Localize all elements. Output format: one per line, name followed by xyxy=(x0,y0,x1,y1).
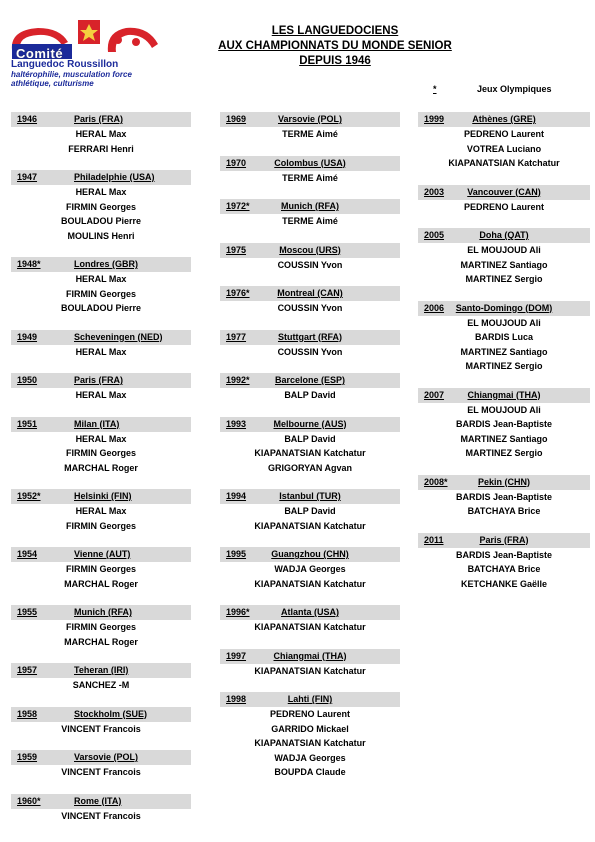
championship-entry xyxy=(11,112,191,156)
entry-header-bar xyxy=(220,286,400,301)
athlete-name: BARDIS Luca xyxy=(474,332,533,342)
entry-header-bar xyxy=(220,112,400,127)
legend-label: Jeux Olympiques xyxy=(477,84,552,94)
athlete-name: BALP David xyxy=(284,390,336,400)
athlete-name: FIRMIN Georges xyxy=(65,622,136,632)
entry-place: Paris (FRA) xyxy=(74,114,124,124)
entry-year: 1998 xyxy=(226,694,247,704)
entry-place: Santo-Domingo (DOM) xyxy=(455,302,553,313)
athlete-name: WADJA Georges xyxy=(274,564,346,574)
athlete-name: MARTINEZ Sergio xyxy=(465,274,543,284)
championship-entry xyxy=(11,794,191,824)
entry-header-bar xyxy=(11,663,191,678)
entry-place: Varsovie (POL) xyxy=(277,114,343,124)
entry-header-bar xyxy=(11,794,191,809)
championship-entry xyxy=(11,330,191,360)
athlete-name: BOUPDA Claude xyxy=(274,767,346,777)
athlete-name: HERAL Max xyxy=(75,433,127,444)
entry-year: 1994 xyxy=(226,491,247,501)
entry-year: 1954 xyxy=(17,549,38,559)
entry-year: 1952* xyxy=(17,491,41,501)
athlete-name: HERAL Max xyxy=(75,129,127,139)
entry-place: Rome (ITA) xyxy=(74,795,122,806)
entry-header-bar xyxy=(11,605,191,620)
athlete-name: BALP David xyxy=(284,506,336,516)
athlete-name: SANCHEZ -M xyxy=(72,680,130,690)
entry-header-bar xyxy=(220,243,400,258)
entry-place: Doha (QAT) xyxy=(479,230,529,240)
entry-year: 1958 xyxy=(17,708,38,719)
entry-year: 2005 xyxy=(424,230,445,240)
entry-year: 1975 xyxy=(226,244,247,255)
title-line-1: LES LANGUEDOCIENS xyxy=(271,25,399,37)
entry-year: 1996* xyxy=(226,607,250,617)
page-title xyxy=(190,24,480,69)
title-line-3: DEPUIS 1946 xyxy=(299,55,371,67)
athlete-name: PEDRENO Laurent xyxy=(463,201,544,212)
athlete-name: GARRIDO Mickael xyxy=(271,723,349,734)
entry-place: Teheran (IRI) xyxy=(74,665,129,675)
athlete-name: VINCENT Francois xyxy=(61,810,141,821)
entry-place: Melbourne (AUS) xyxy=(273,418,347,429)
athlete-name: KETCHANKE Gaëlle xyxy=(460,578,548,589)
championship-entry xyxy=(11,170,191,243)
athlete-name: MARTINEZ Sergio xyxy=(465,361,543,371)
entry-place: Londres (GBR) xyxy=(74,259,138,269)
entry-year: 1951 xyxy=(17,418,38,429)
entry-place: Paris (FRA) xyxy=(74,375,124,385)
athlete-name: FIRMIN Georges xyxy=(65,564,136,574)
championship-entry xyxy=(418,112,590,171)
entry-header-bar xyxy=(418,112,590,127)
championship-entry xyxy=(418,185,590,215)
entry-place: Paris (FRA) xyxy=(479,534,529,545)
entry-year: 1995 xyxy=(226,549,247,559)
entry-header-bar xyxy=(11,257,191,272)
athlete-name: TERME Aimé xyxy=(282,172,338,183)
championship-entry xyxy=(11,750,191,780)
championship-entry xyxy=(220,417,400,476)
entry-place: Atlanta (USA) xyxy=(281,607,339,617)
entry-header-bar xyxy=(11,373,191,388)
logo-tagline: haltérophilie, musculation force athlétique, culturisme xyxy=(11,70,132,88)
championship-entry xyxy=(11,663,191,693)
athlete-name: BOULADOU Pierre xyxy=(60,303,141,313)
championship-entry xyxy=(220,243,400,273)
entry-year: 1969 xyxy=(226,114,247,124)
athlete-name: MARCHAL Roger xyxy=(64,636,138,647)
legend-star: * xyxy=(433,84,437,94)
title-line-2: AUX CHAMPIONNATS DU MONDE SENIOR xyxy=(218,40,452,52)
championship-entry xyxy=(11,707,191,737)
athlete-name: COUSSIN Yvon xyxy=(277,259,343,270)
athlete-name: EL MOUJOUD Ali xyxy=(467,404,541,415)
entry-year: 1999 xyxy=(424,114,445,124)
entry-header-bar xyxy=(220,156,400,171)
entry-place: Lahti (FIN) xyxy=(287,694,333,704)
entry-header-bar xyxy=(418,388,590,403)
athlete-name: MARCHAL Roger xyxy=(64,462,138,473)
athlete-name: EL MOUJOUD Ali xyxy=(467,245,541,255)
entry-year: 1947 xyxy=(17,172,38,182)
athlete-name: HERAL Max xyxy=(75,390,127,400)
entry-place: Athènes (GRE) xyxy=(472,114,536,124)
entry-place: Varsovie (POL) xyxy=(74,752,139,762)
entry-header-bar xyxy=(220,605,400,620)
athlete-name: MARCHAL Roger xyxy=(64,578,138,589)
athlete-name: HERAL Max xyxy=(75,187,127,197)
entry-header-bar xyxy=(11,417,191,432)
championship-entry xyxy=(11,373,191,403)
entry-year: 1946 xyxy=(17,114,38,124)
entry-place: Vienne (AUT) xyxy=(74,549,131,559)
entry-header-bar xyxy=(220,692,400,707)
championship-entry xyxy=(11,257,191,316)
entry-year: 2011 xyxy=(424,534,444,545)
athlete-name: HERAL Max xyxy=(75,506,127,516)
championship-entry xyxy=(220,330,400,360)
championship-entry xyxy=(418,228,590,287)
entry-header-bar xyxy=(418,533,590,548)
athlete-name: MARTINEZ Sergio xyxy=(465,448,543,458)
entry-header-bar xyxy=(418,301,590,316)
entry-header-bar xyxy=(11,707,191,722)
championship-entry xyxy=(220,489,400,533)
entry-place: Pekin (CHN) xyxy=(477,476,530,487)
championship-entry xyxy=(418,533,590,592)
athlete-name: PEDRENO Laurent xyxy=(269,709,350,719)
championship-entry xyxy=(220,692,400,780)
athlete-name: BARDIS Jean-Baptiste xyxy=(455,491,553,502)
entry-place: Istanbul (TUR) xyxy=(279,491,341,501)
entry-year: 1955 xyxy=(17,607,38,617)
entry-header-bar xyxy=(11,170,191,185)
entry-year: 1960* xyxy=(17,795,41,806)
entry-place: Philadelphie (USA) xyxy=(74,172,155,182)
entry-year: 2003 xyxy=(424,186,445,197)
athlete-name: VOTREA Luciano xyxy=(466,143,542,154)
athlete-name: FIRMIN Georges xyxy=(65,520,136,531)
championship-entry xyxy=(220,286,400,316)
athlete-name: FIRMIN Georges xyxy=(65,288,136,299)
entry-header-bar xyxy=(418,228,590,243)
entry-place: Chiangmai (THA) xyxy=(467,389,541,400)
athlete-name: HERAL Max xyxy=(75,346,127,357)
athlete-name: HERAL Max xyxy=(75,274,127,284)
athlete-name: BATCHAYA Brice xyxy=(467,506,541,516)
comite-logo xyxy=(8,18,168,90)
athlete-name: MARTINEZ Santiago xyxy=(460,346,548,357)
entry-place: Milan (ITA) xyxy=(74,418,120,429)
athlete-name: EL MOUJOUD Ali xyxy=(467,317,541,328)
entry-header-bar xyxy=(220,373,400,388)
entry-header-bar xyxy=(220,649,400,664)
athlete-name: VINCENT Francois xyxy=(61,767,141,777)
entry-year: 1970 xyxy=(226,157,247,168)
championship-entry xyxy=(418,388,590,461)
athlete-name: FIRMIN Georges xyxy=(65,201,136,212)
entry-year: 1972* xyxy=(226,201,250,211)
entry-header-bar xyxy=(11,330,191,345)
athlete-name: KIAPANATSIAN Katchatur xyxy=(254,520,366,531)
entry-place: Helsinki (FIN) xyxy=(74,491,132,501)
athlete-name: KIAPANATSIAN Katchatur xyxy=(254,448,366,458)
entry-header-bar xyxy=(11,112,191,127)
entry-place: Scheveningen (NED) xyxy=(74,331,163,342)
entry-header-bar xyxy=(220,330,400,345)
athlete-name: KIAPANATSIAN Katchatur xyxy=(254,578,366,589)
entry-year: 1992* xyxy=(226,375,250,385)
entry-year: 1950 xyxy=(17,375,38,385)
championship-entry xyxy=(11,489,191,533)
entry-place: Chiangmai (THA) xyxy=(273,650,347,661)
entry-header-bar xyxy=(220,547,400,562)
entry-header-bar xyxy=(11,489,191,504)
entry-header-bar xyxy=(418,185,590,200)
championship-entry xyxy=(11,547,191,591)
entry-place: Stockholm (SUE) xyxy=(74,708,148,719)
championship-entry xyxy=(11,605,191,649)
athlete-name: BARDIS Jean-Baptiste xyxy=(455,419,553,429)
logo-title: Comité xyxy=(16,46,64,61)
athlete-name: MARTINEZ Santiago xyxy=(460,259,548,270)
championship-entry xyxy=(220,156,400,186)
championship-entry xyxy=(220,373,400,403)
entry-place: Munich (RFA) xyxy=(281,201,339,211)
entry-year: 1949 xyxy=(17,331,38,342)
entry-year: 1957 xyxy=(17,665,38,675)
entry-year: 1976* xyxy=(226,288,250,298)
entry-year: 1948* xyxy=(17,259,41,269)
entry-place: Moscou (URS) xyxy=(279,244,341,255)
athlete-name: BOULADOU Pierre xyxy=(60,216,141,226)
championship-entry xyxy=(220,112,400,142)
championship-entry xyxy=(418,301,590,374)
entry-year: 1959 xyxy=(17,752,38,762)
entry-year: 1993 xyxy=(226,418,247,429)
athlete-name: KIAPANATSIAN Katchatur xyxy=(254,665,366,676)
athlete-name: COUSSIN Yvon xyxy=(277,303,343,313)
entry-place: Guangzhou (CHN) xyxy=(271,549,349,559)
entry-place: Munich (RFA) xyxy=(74,607,132,617)
entry-place: Montreal (CAN) xyxy=(277,288,343,298)
entry-header-bar xyxy=(418,475,590,490)
entry-header-bar xyxy=(220,489,400,504)
athlete-name: KIAPANATSIAN Katchatur xyxy=(448,158,560,168)
championship-entry xyxy=(11,417,191,476)
athlete-name: BALP David xyxy=(284,433,336,444)
athlete-name: BATCHAYA Brice xyxy=(467,564,541,574)
entry-place: Barcelone (ESP) xyxy=(274,375,346,385)
entry-header-bar xyxy=(11,750,191,765)
entry-year: 1997 xyxy=(226,650,247,661)
entry-header-bar xyxy=(220,199,400,214)
athlete-name: GRIGORYAN Agvan xyxy=(267,462,352,473)
athlete-name: FERRARI Henri xyxy=(68,143,134,154)
entry-year: 1977 xyxy=(226,331,247,342)
athlete-name: TERME Aimé xyxy=(282,129,338,139)
athlete-name: FIRMIN Georges xyxy=(65,448,136,458)
entry-place: Stuttgart (RFA) xyxy=(278,331,342,342)
olympics-legend xyxy=(433,84,552,94)
athlete-name: KIAPANATSIAN Katchatur xyxy=(254,738,366,748)
athlete-name: VINCENT Francois xyxy=(61,723,141,734)
logo-region: Languedoc Roussillon xyxy=(11,59,119,70)
athlete-name: COUSSIN Yvon xyxy=(277,346,343,357)
championship-entry xyxy=(220,547,400,591)
athlete-name: KIAPANATSIAN Katchatur xyxy=(254,622,366,632)
entry-place: Vancouver (CAN) xyxy=(467,186,541,197)
championship-entry xyxy=(220,649,400,679)
entry-place: Colombus (USA) xyxy=(274,157,346,168)
athlete-name: TERME Aimé xyxy=(282,216,338,226)
entry-year: 2007 xyxy=(424,389,445,400)
championship-entry xyxy=(418,475,590,519)
athlete-name: MOULINS Henri xyxy=(67,230,135,241)
championship-entry xyxy=(220,605,400,635)
athlete-name: PEDRENO Laurent xyxy=(463,129,544,139)
entry-header-bar xyxy=(11,547,191,562)
athlete-name: WADJA Georges xyxy=(274,752,346,763)
entry-header-bar xyxy=(220,417,400,432)
athlete-name: MARTINEZ Santiago xyxy=(460,433,548,444)
championship-entry xyxy=(220,199,400,229)
entry-year: 2008* xyxy=(424,476,448,487)
athlete-name: BARDIS Jean-Baptiste xyxy=(455,549,553,560)
entry-year: 2006 xyxy=(424,302,445,313)
